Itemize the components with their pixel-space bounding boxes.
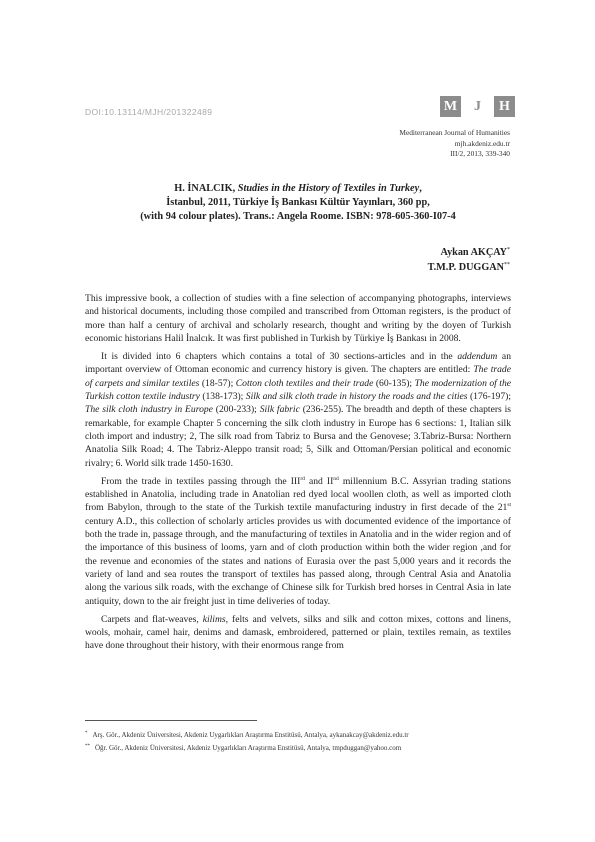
journal-issue: III/2, 2013, 339-340 — [450, 149, 510, 158]
journal-meta — [399, 128, 510, 160]
title-author: H. İNALCIK — [174, 183, 233, 194]
title-line-3: (with 94 colour plates). Trans.: Angela Roome. ISBN: 978-605-360-I07-4 — [140, 211, 456, 223]
title-book: Studies in the History of Textiles in Turkey — [237, 183, 420, 194]
logo-letter-j: J — [474, 98, 481, 114]
authors — [428, 246, 510, 275]
paragraph-4: Carpets and flat-weaves, kilims, felts and velvets, silks and silk and cotton mixes, cottons and linens, wools, mohair, camel hair, denims and damask, embroidered, patterned or plain, textiles remain, as textiles have done throughout their history, with their enormous range from — [85, 613, 511, 652]
author-2 — [428, 261, 510, 276]
review-title — [85, 182, 511, 225]
journal-name: Mediterranean Journal of Humanities — [399, 128, 510, 137]
doi-label: DOI:10.13114/MJH/201322489 — [85, 107, 213, 117]
paragraph-3: From the trade in textiles passing through the IIIrd and IInd millennium B.C. Assyrian trading stations established in Anatolia, including trade in Anatolian red dyed local woollen cloth, as well as imported cloth from Babylon, through to the state of the Turkish textile manufacturing industry in first decade of the 21st century A.D., this collection of scholarly articles provides us with documented evidence of the importance of both the trade in, passage through, and the manufacturing of textiles in Anatolia and in the wider region and of the importance of this business of looms, yarn and of cloth production within both the wider region ,and for the revenue and economies of the states and nations of Eurasia over the past 5,000 years and it records the variety of land and sea routes the transport of textiles has passed along, through Central Asia and Anatolia along the various silk roads, with the exchange of Chinese silk for Turkish bred horses in Central Asia in late antiquity, down to the air freight just in time deliveries of today. — [85, 475, 511, 607]
journal-site: mjh.akdeniz.edu.tr — [454, 138, 510, 148]
footnote-divider — [85, 720, 257, 721]
logo-letter-h: H — [494, 96, 515, 117]
paragraph-1: This impressive book, a collection of studies with a fine selection of accompanying photographs, interviews and historical documents, including those compiled and transcribed from Ottoman registers, is the product of more than half a century of archival and scholarly research, thought and writing by the doyen of Turkish economic historians Halil İnalcık. It was first published in Turkish by Türkiye İş Bankası in 2008. — [85, 293, 511, 344]
footnote-1: * Arş. Gör., Akdeniz Üniversitesi, Akdeniz Uygarlıkları Araştırma Enstitüsü, Antalya, aykanakcay@akdeniz.edu.tr — [85, 731, 409, 739]
author-1 — [428, 246, 510, 261]
author-name: T.M.P. DUGGAN — [427, 261, 504, 273]
paragraph-2: It is divided into 6 chapters which contains a total of 30 sections-articles and in the addendum an important overview of Ottoman economic and currency history is given. The chapters are entitled: The trade of carpets and similar textiles (18-57); Cotton cloth textiles and their trade (60-135); The modernization of the Turkish cotton textile industry (138-173); Silk and silk cloth trade in history the roads and the cities (176-197); The silk cloth industry in Europe (200-233); Silk fabric (236-255). The breadth and depth of these chapters is remarkable, for example Chapter 5 concerning the silk cloth industry in Europe has 6 sections: 1, Italian silk cloth import and industry; 2, The silk road from Tabriz to Bursa and the Genovese; 3.Tabriz-Bursa: Northern Anatolia Silk Road; 4. The Tabriz-Aleppo transit road; 5, Silk and Ottoman/Persian political and economic rivalry; 6. World silk trade 1450-1630. — [85, 351, 512, 469]
footnotes — [85, 729, 511, 754]
author-mark: * — [507, 247, 510, 253]
author-name: Aykan AKÇAY — [440, 247, 507, 258]
journal-logo — [440, 96, 515, 117]
title-line-1: H. İNALCIK, Studies in the History of Textiles in Turkey, — [174, 183, 422, 194]
article-body — [85, 292, 511, 658]
title-line-2: İstanbul, 2011, Türkiye İş Bankası Kültür Yayınları, 360 pp, — [166, 197, 430, 209]
footnote-2: ** Öğr. Gör., Akdeniz Üniversitesi, Akdeniz Uygarlıkları Araştırma Enstitüsü, Antalya, tmpduggan@yahoo.com — [85, 743, 402, 752]
logo-letter-m: M — [440, 96, 461, 117]
author-mark: ** — [504, 261, 510, 268]
